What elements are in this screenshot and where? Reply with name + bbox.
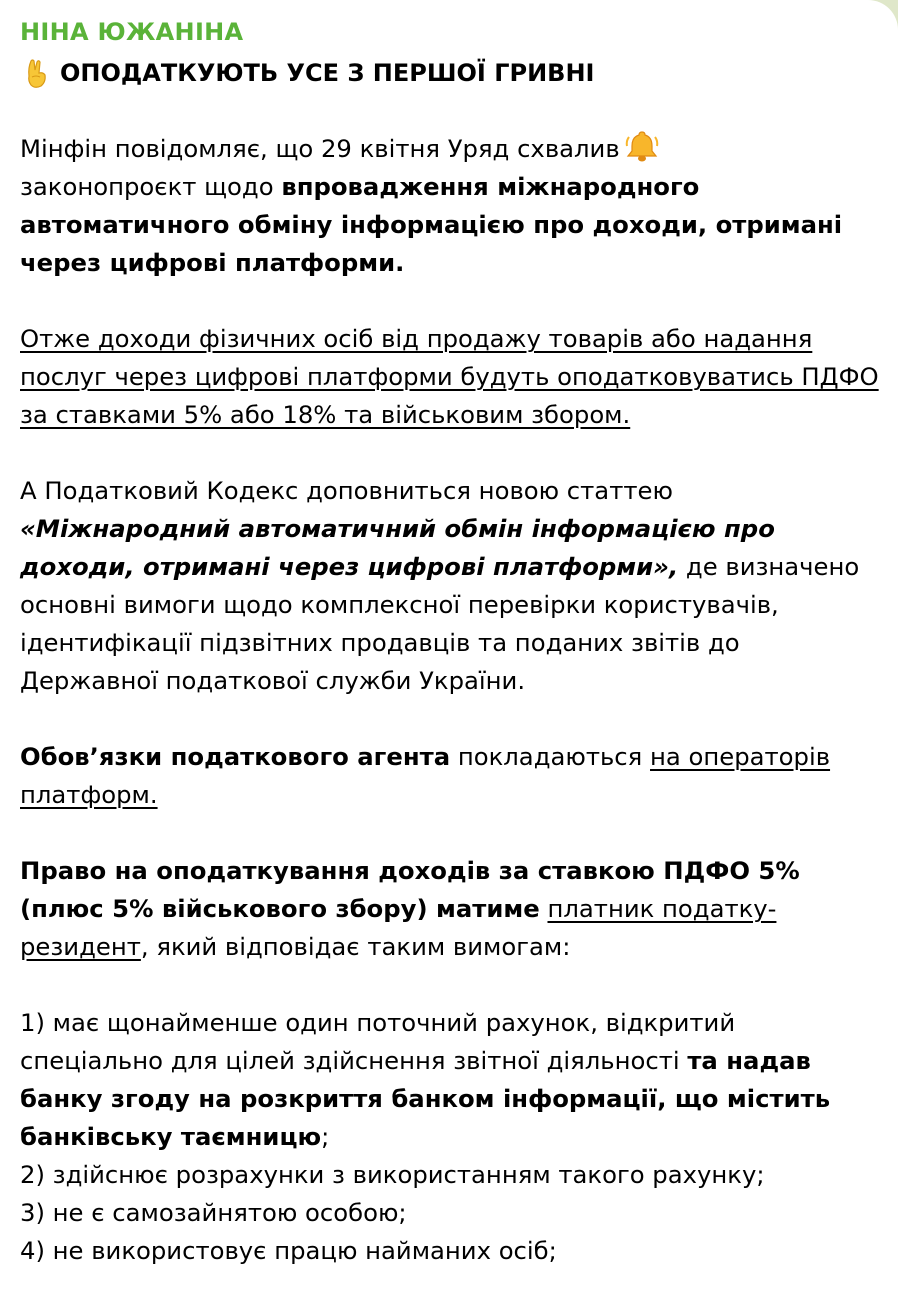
- list-item: 2) здійснює розрахунки з використанням такого рахунку;: [20, 1160, 765, 1189]
- p1-text-2: законопроєкт щодо: [20, 172, 282, 201]
- p5-text: , який відповідає таким вимогам:: [140, 932, 571, 961]
- p5-underlined: платник податку-резидент: [20, 894, 777, 961]
- paragraph-rate-right: [20, 852, 880, 966]
- p2-underlined-text: Отже доходи фізичних осіб від продажу товарів або надання послуг через цифрові платформи будуть оподатковуватись ПДФО за ставками 5% або 18% та військовим збором.: [20, 324, 879, 429]
- p5-bold: Право на оподаткування доходів за ставкою ПДФО 5% (плюс 5% військового збору) матиме: [20, 856, 800, 923]
- list-item-1-bold: та надав банку згоду на розкриття банком інформації, що містить банківську таємницю: [20, 1046, 831, 1151]
- list-item-1-text: 1) має щонайменше один поточний рахунок, відкритий спеціально для цілей здійснення звітної діяльності: [20, 1008, 736, 1075]
- list-item: [20, 1004, 880, 1156]
- headline-text: ОПОДАТКУЮТЬ УСЕ З ПЕРШОЇ ГРИВНІ: [60, 59, 595, 87]
- paragraph-taxation: [20, 320, 880, 434]
- p3-text-2: де визначено основні вимоги щодо комплексної перевірки користувачів, ідентифікації підзвітних продавців та поданих звітів до Державної податкової служби України.: [20, 552, 860, 695]
- p4-bold: Обов’язки податкового агента: [20, 742, 451, 771]
- author-name[interactable]: НІНА ЮЖАНІНА: [20, 18, 244, 46]
- list-item: 4) не використовує працю найманих осіб;: [20, 1236, 557, 1265]
- p4-underlined: на операторів платформ.: [20, 742, 831, 809]
- paragraph-announcement: [20, 129, 880, 282]
- list-item: 3) не є самозайнятою особою;: [20, 1198, 407, 1227]
- list-item-1-end: ;: [321, 1122, 330, 1151]
- p4-text: покладаються: [450, 742, 651, 771]
- paragraph-tax-agent: [20, 738, 880, 814]
- paragraph-tax-code: [20, 472, 880, 700]
- p3-article-title: «Міжнародний автоматичний обмін інформацією про доходи, отримані через цифрові платформи»,: [20, 514, 775, 581]
- p1-bold: впровадження міжнародного автоматичного обміну інформацією про доходи, отримані через цифрові платформи.: [20, 172, 843, 277]
- message-body: [20, 129, 880, 1270]
- bell-icon: [624, 129, 660, 163]
- message-headline: [20, 56, 594, 90]
- p3-text: А Податковий Кодекс доповниться новою статтею: [20, 476, 673, 505]
- hand-fingers-crossed-icon: [20, 56, 54, 90]
- p1-text: Мінфін повідомляє, що 29 квітня Уряд схвалив: [20, 134, 620, 163]
